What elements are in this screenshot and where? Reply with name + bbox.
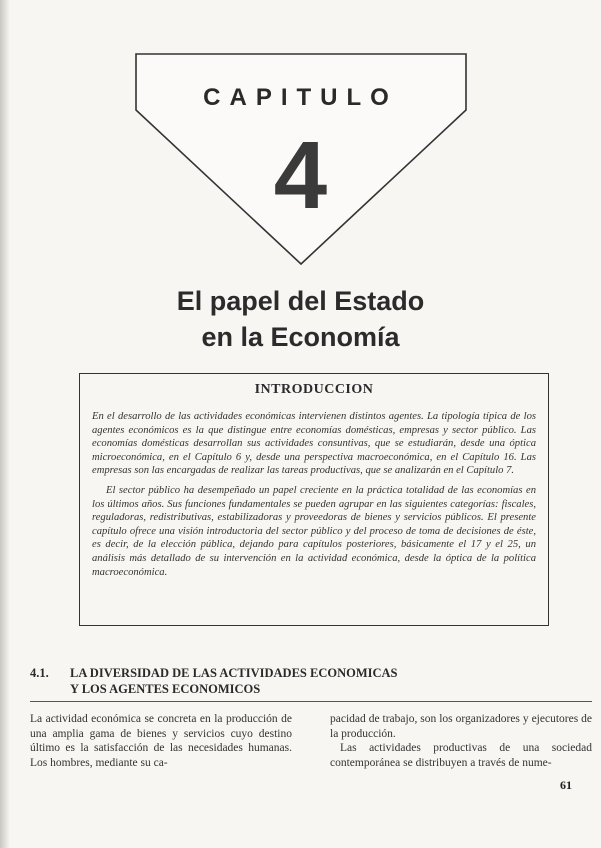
section-title-line-1: LA DIVERSIDAD DE LAS ACTIVIDADES ECONOMICAS — [70, 666, 398, 680]
chapter-title-line-2: en la Economía — [201, 322, 400, 352]
section-number: 4.1. — [30, 666, 49, 680]
body-left-paragraph: La actividad económica se concreta en la producción de una amplia gama de bienes y servicios cuyo destino último es la satisfacción de las necesidades humanas. Los hombres, mediante su ca- — [30, 713, 292, 769]
body-right-paragraph-1: pacidad de trabajo, son los organizadores y ejecutores de la producción. — [330, 713, 592, 740]
introduction-heading: INTRODUCCION — [254, 382, 374, 397]
chapter-title-line-1: El papel del Estado — [176, 286, 425, 316]
chapter-number: 4 — [273, 122, 328, 229]
introduction-paragraph-1: En el desarrollo de las actividades económicas intervienen distintos agentes. La tipología típica de los agentes económicos es la que distingue entre economías domésticas, empresas y sector público. Las economías domésticas desarrollan sus actividades consuntivas, que se estudiarán, desde una óptica microeconómica, en el Capítulo 6 y, desde una perspectiva macroeconómica, en el Capítulo 16. Las empresas son las encargadas de realizar las tareas productivas, que se analizarán en el Capítulo 7. — [92, 411, 536, 477]
introduction-paragraph-2: El sector público ha desempeñado un papel creciente en la práctica totalidad de las economías en los últimos años. Sus funciones fundamentales se pueden agrupar en las siguientes categorías: fiscales, reguladoras, redistributivas, estabilizadoras y proveedoras de bienes y servicios públicos. El presente capítulo ofrece una visión introductoria del sector público y del proceso de toma de decisiones de éste, es decir, de la elección pública, dejando para capítulos posteriores, básicamente el 17 y el 25, un análisis más detallado de su intervención en la actividad económica, desde la óptica de la política macroeconómica. — [92, 484, 536, 578]
chapter-title — [0, 283, 601, 355]
chapter-label: CAPITULO — [203, 84, 398, 111]
section-divider — [30, 701, 592, 702]
body-column-right — [330, 712, 592, 770]
section-title — [70, 665, 570, 697]
page-number: 61 — [560, 778, 572, 792]
introduction-box — [79, 373, 549, 626]
body-column-left — [30, 712, 292, 770]
section-title-line-2: Y LOS AGENTES ECONOMICOS — [70, 682, 261, 696]
body-right-paragraph-2: Las actividades productivas de una sociedad contemporánea se distribuyen a través de nume- — [330, 742, 592, 769]
